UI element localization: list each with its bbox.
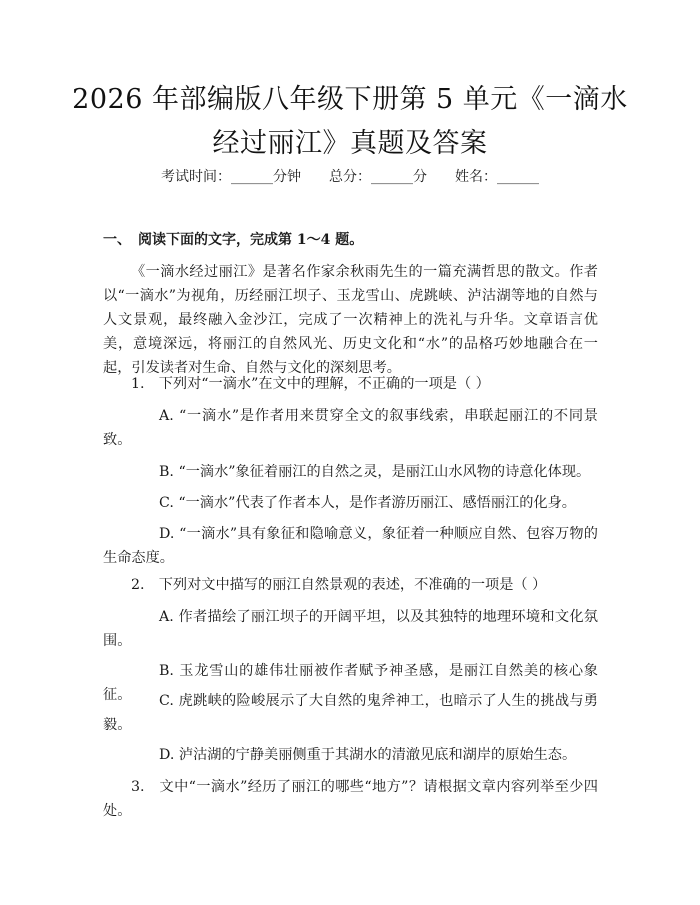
question-1-option-d: D. “一滴水”具有象征和隐喻意义，象征着一种顺应自然、包容万物的生命态度。 — [103, 526, 598, 566]
question-2-option-d: D. 泸沽湖的宁静美丽侧重于其湖水的清澈见底和湖岸的原始生态。 — [159, 747, 577, 763]
section-heading: 一、 阅读下面的文字，完成第 1～4 题。 — [103, 232, 364, 248]
question-3-stem: 3. 文中“一滴水”经历了丽江的哪些“地方”？请根据文章内容列举至少四处。 — [103, 779, 598, 819]
document-title-line-2: 经过丽江》真题及答案 — [212, 128, 488, 159]
question-1-option-c: C. “一滴水”代表了作者本人，是作者游历丽江、感悟丽江的化身。 — [159, 495, 576, 511]
question-2-option-b: B. 玉龙雪山的雄伟壮丽被作者赋予神圣感，是丽江自然美的核心象征。 — [103, 663, 598, 703]
question-1-option-a: A. “一滴水”是作者用来贯穿全文的叙事线索，串联起丽江的不同景致。 — [103, 408, 598, 448]
exam-info: 考试时间：______分钟 总分：______分 姓名：______ — [161, 169, 539, 185]
question-2-option-c: C. 虎跳峡的险峻展示了大自然的鬼斧神工，也暗示了人生的挑战与勇毅。 — [103, 693, 598, 733]
question-2-stem: 2. 下列对文中描写的丽江自然景观的表述，不准确的一项是（ ） — [131, 577, 547, 593]
question-1-option-b: B. “一滴水”象征着丽江的自然之灵，是丽江山水风物的诗意化体现。 — [159, 464, 591, 480]
reading-passage: 《一滴水经过丽江》是著名作家余秋雨先生的一篇充满哲思的散文。作者以“一滴水”为视角，历经丽江坝子、玉龙雪山、虎跳峡、泸沽湖等地的自然与人文景观，最终融入金沙江，完成了一次精神上的洗礼与升华。文章语言优美，意境深远，将丽江的自然风光、历史文化和“水”的品格巧妙地融合在一起，引发读者对生命、自然与文化的深刻思考。 — [103, 264, 598, 376]
question-1-stem: 1. 下列对“一滴水”在文中的理解，不正确的一项是（ ） — [131, 376, 490, 392]
document-title-line-1: 2026 年部编版八年级下册第 5 单元《一滴水 — [72, 84, 628, 115]
question-2-option-a: A. 作者描绘了丽江坝子的开阔平坦，以及其独特的地理环境和文化氛围。 — [103, 609, 598, 649]
